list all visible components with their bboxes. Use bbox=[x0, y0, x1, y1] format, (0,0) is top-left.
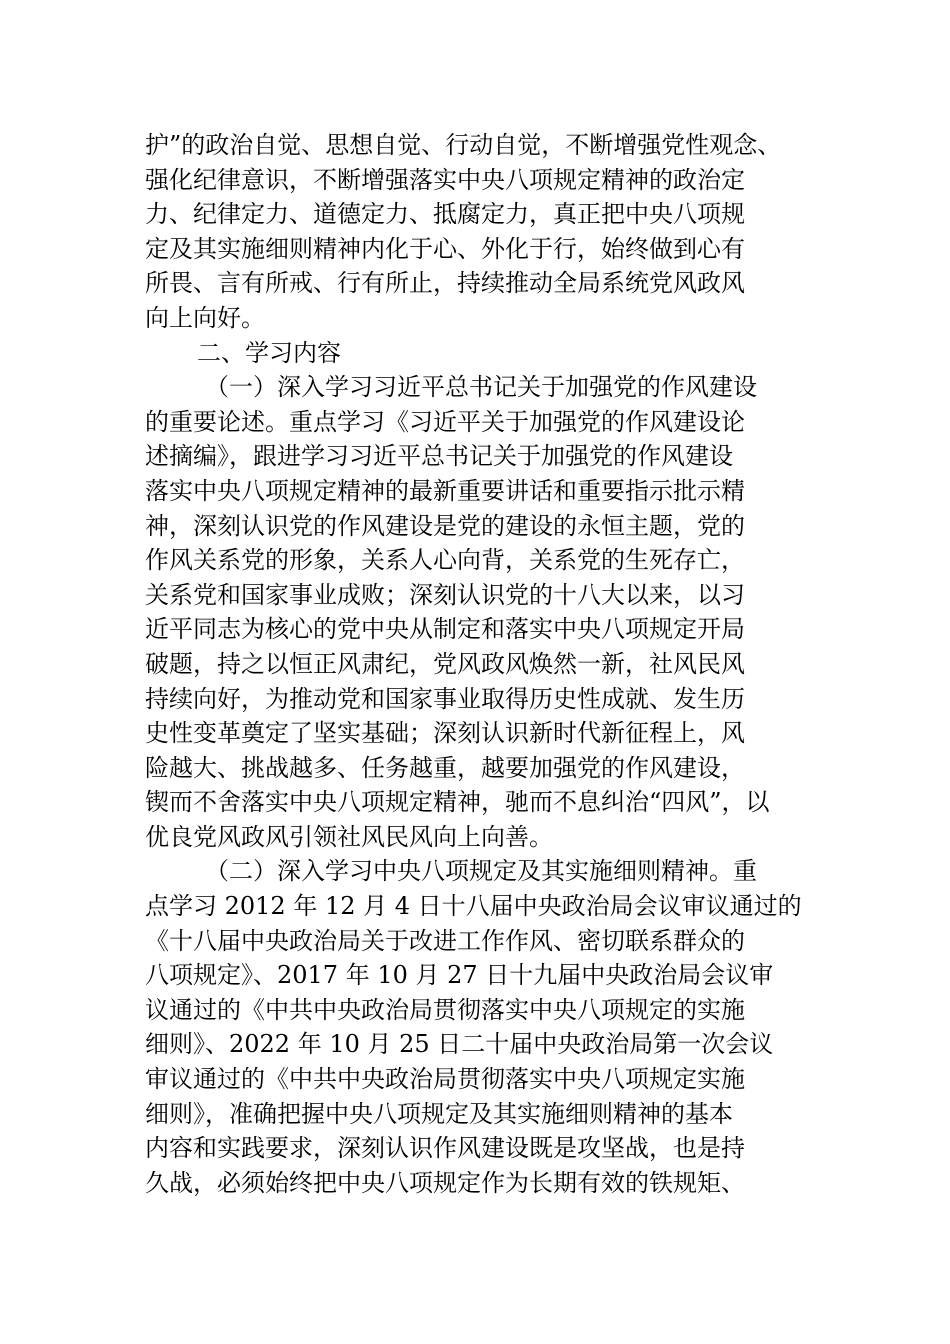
text-line: 所畏、言有所戒、行有所止，持续推动全局系统党风政风 bbox=[145, 269, 745, 298]
text-line: 力、纪律定力、道德定力、抵腐定力，真正把中央八项规 bbox=[145, 200, 745, 229]
text-line: 久战，必须始终把中央八项规定作为长期有效的铁规矩、 bbox=[145, 1168, 745, 1197]
text-line: 审议通过的《中共中央政治局贯彻落实中央八项规定实施 bbox=[145, 1065, 745, 1094]
text-line: 八项规定》、2017 年 10 月 27 日十九届中央政治局会议审 bbox=[145, 961, 774, 990]
text-line: 细则》，准确把握中央八项规定及其实施细则精神的基本 bbox=[145, 1099, 733, 1128]
text-line: 《十八届中央政治局关于改进工作作风、密切联系群众的 bbox=[145, 926, 745, 955]
text-line: 细则》、2022 年 10 月 25 日二十届中央政治局第一次会议 bbox=[145, 1030, 774, 1059]
text-line: 议通过的《中共中央政治局贯彻落实中央八项规定的实施 bbox=[145, 995, 745, 1024]
text-line: 险越大、挑战越多、任务越重，越要加强党的作风建设， bbox=[145, 753, 745, 782]
text-line: 的重要论述。重点学习《习近平关于加强党的作风建设论 bbox=[145, 407, 745, 436]
subsection-heading: （二）深入学习中央八项规定及其实施细则精神。重 bbox=[205, 857, 757, 886]
text-line: 持续向好，为推动党和国家事业取得历史性成就、发生历 bbox=[145, 684, 745, 713]
text-line: 锲而不舍落实中央八项规定精神，驰而不息纠治“四风”，以 bbox=[145, 788, 770, 817]
text-line: 内容和实践要求，深刻认识作风建设既是攻坚战，也是持 bbox=[145, 1134, 745, 1163]
text-line: 定及其实施细则精神内化于心、外化于行，始终做到心有 bbox=[145, 234, 745, 263]
text-line: 近平同志为核心的党中央从制定和落实中央八项规定开局 bbox=[145, 615, 745, 644]
text-line: 破题，持之以恒正风肃纪，党风政风焕然一新，社风民风 bbox=[145, 649, 745, 678]
text-line: 护”的政治自觉、思想自觉、行动自觉，不断增强党性观念、 bbox=[145, 131, 782, 159]
section-heading: 二、学习内容 bbox=[197, 338, 341, 367]
text-line: 落实中央八项规定精神的最新重要讲话和重要指示批示精 bbox=[145, 476, 745, 505]
text-line: 强化纪律意识，不断增强落实中央八项规定精神的政治定 bbox=[145, 165, 745, 194]
text-line: 点学习 2012 年 12 月 4 日十八届中央政治局会议审议通过的 bbox=[145, 892, 802, 921]
subsection-heading: （一）深入学习习近平总书记关于加强党的作风建设 bbox=[205, 373, 757, 402]
body-text bbox=[145, 128, 815, 1200]
text-line: 神，深刻认识党的作风建设是党的建设的永恒主题，党的 bbox=[145, 511, 745, 540]
text-line: 述摘编》，跟进学习习近平总书记关于加强党的作风建设 bbox=[145, 442, 733, 471]
text-line: 作风关系党的形象，关系人心向背，关系党的生死存亡， bbox=[145, 546, 745, 575]
text-line: 优良党风政风引领社风民风向上向善。 bbox=[145, 822, 553, 851]
text-line: 向上向好。 bbox=[145, 303, 265, 332]
text-line: 关系党和国家事业成败；深刻认识党的十八大以来，以习 bbox=[145, 580, 745, 609]
text-line: 史性变革奠定了坚实基础；深刻认识新时代新征程上，风 bbox=[145, 719, 745, 748]
